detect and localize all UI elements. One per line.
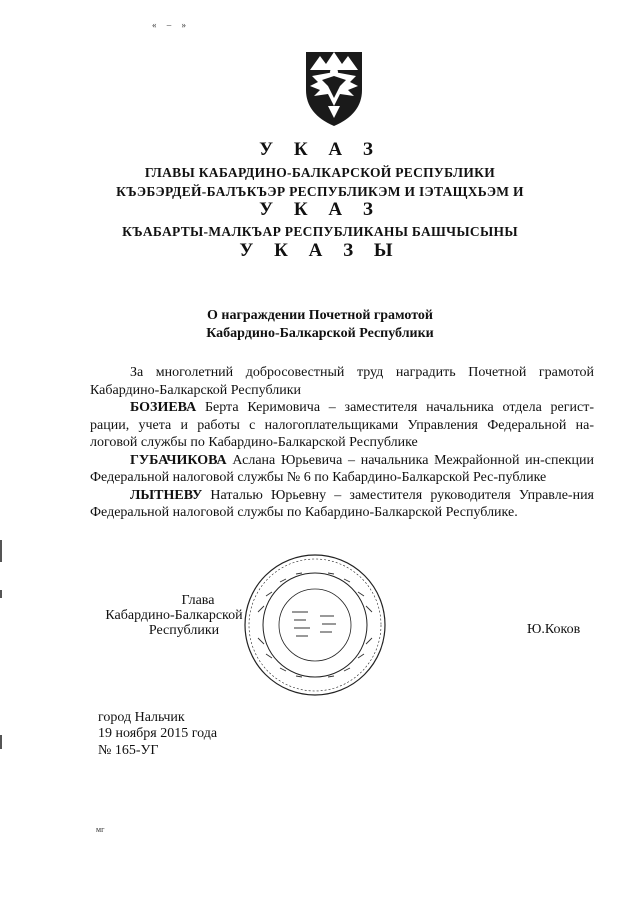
awardee-paragraph bbox=[90, 399, 594, 452]
signatory-title-line-1: Глава bbox=[181, 593, 215, 608]
decree-body bbox=[90, 364, 594, 522]
issuer-line-kbd: КЪЭБЭРДЕЙ-БАЛЪКЪЭР РЕСПУБЛИКЭМ И ІЭТАЩХЬЭМ И bbox=[116, 184, 524, 199]
awardee-name: БОЗИЕВА bbox=[130, 400, 197, 415]
decree-heading-krc: У К А З Ы bbox=[239, 240, 401, 261]
scan-edge-mark bbox=[0, 540, 2, 562]
decree-heading-kbd: У К А З bbox=[259, 199, 381, 220]
kbr-coat-of-arms-icon bbox=[298, 46, 370, 128]
awardee-details: Наталью Юрьевну – заместителя руководителя Управле-ния Федеральной налоговой службы по Кабардино-Балкарской Республике. bbox=[90, 487, 594, 520]
footer-mark: мг bbox=[96, 825, 105, 834]
intro-line: За многолетний добросовестный труд наградить Почетной грамотой bbox=[130, 365, 594, 380]
decree-heading-ru: У К А З bbox=[259, 139, 381, 160]
intro-continuation: Кабардино-Балкарской Республики bbox=[90, 382, 301, 398]
awardee-details: Аслана Юрьевича – начальника Межрайонной ин-спекции Федеральной налоговой службы № 6 по Кабардино-Балкарской Рес-публике bbox=[90, 452, 594, 485]
awardee-name: ЛЫТНЕВУ bbox=[130, 487, 203, 503]
scan-edge-mark bbox=[0, 590, 2, 598]
scan-edge-mark bbox=[0, 735, 2, 749]
issuer-line-ru: ГЛАВЫ КАБАРДИНО-БАЛКАРСКОЙ РЕСПУБЛИКИ bbox=[144, 165, 496, 180]
subject-line-1: О награждении Почетной грамотой bbox=[207, 308, 433, 323]
awardee-details: Берта Керимовича – заместителя начальника отдела регист-рации, учета и работы с налогоплательщиками Управления Федеральной на-логовой службы по Кабардино-Балкарской Республике bbox=[90, 400, 594, 450]
decree-number: № 165-УГ bbox=[98, 743, 159, 758]
awardee-paragraph bbox=[90, 452, 594, 487]
signatory-title-line-3: Республики bbox=[148, 623, 220, 638]
signatory-name: Ю.Коков bbox=[527, 622, 581, 637]
decree-city: город Нальчик bbox=[98, 710, 185, 725]
subject-line-2: Кабардино-Балкарской Республики bbox=[206, 326, 434, 341]
awardee-name: ГУБАЧИКОВА bbox=[130, 452, 227, 468]
signatory-title-line-2: Кабардино-Балкарской bbox=[105, 608, 243, 623]
decree-date: 19 ноября 2015 года bbox=[98, 726, 218, 741]
issuer-line-krc: КЪАБАРТЫ-МАЛКЪАР РЕСПУБЛИКАНЫ БАШЧЫСЫНЫ bbox=[122, 224, 518, 239]
awardee-paragraph bbox=[90, 487, 594, 522]
top-mark: « – » bbox=[152, 20, 190, 30]
